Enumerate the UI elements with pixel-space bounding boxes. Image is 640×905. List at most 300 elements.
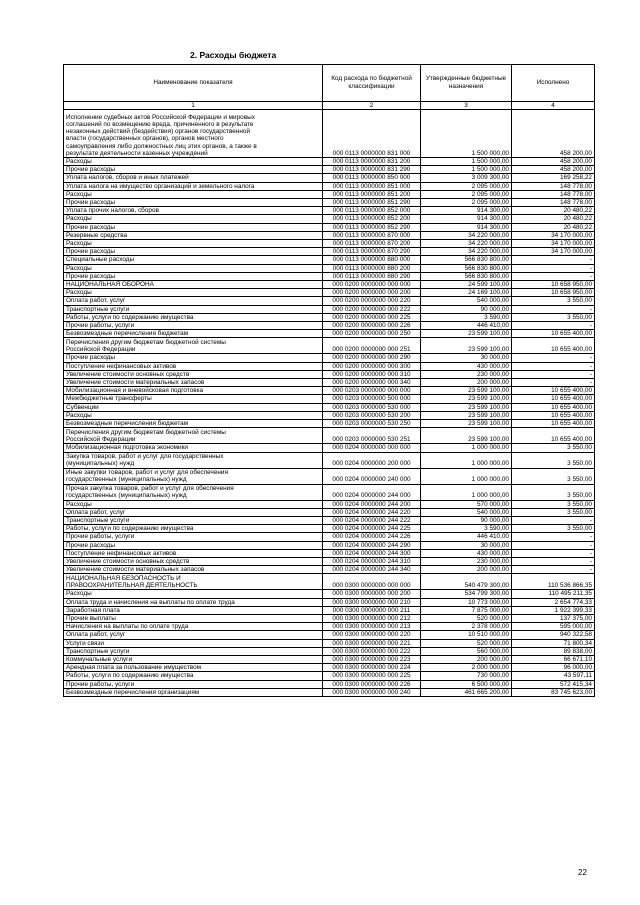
name-cell: Расходы	[64, 500, 323, 508]
name-cell: Расходы	[64, 190, 323, 198]
name-cell: Резервные средства	[64, 231, 323, 239]
table-row	[64, 313, 595, 321]
code-cell: 000 0203 0000000 500 000	[323, 395, 421, 403]
name-cell: Субвенции	[64, 403, 323, 411]
executed-cell: 43 597,11	[512, 672, 595, 680]
approved-cell: 560 000,00	[421, 647, 512, 655]
executed-cell: 3 550,00	[512, 468, 595, 484]
name-cell: Увеличение стоимости основных средств	[64, 557, 323, 565]
approved-cell: 2 095 000,00	[421, 190, 512, 198]
executed-cell: 148 778,00	[512, 182, 595, 190]
table-row	[64, 289, 595, 297]
code-cell: 000 0204 0000000 244 290	[323, 541, 421, 549]
code-cell: 000 0113 0000000 851 290	[323, 199, 421, 207]
approved-cell: 3 590,00	[421, 313, 512, 321]
code-cell: 000 0204 0000000 240 000	[323, 468, 421, 484]
executed-cell: 110 536 866,35	[512, 574, 595, 590]
code-cell: 000 0300 0000000 000 223	[323, 655, 421, 663]
code-cell: 000 0204 0000000 244 220	[323, 508, 421, 516]
executed-cell: -	[512, 549, 595, 557]
name-cell: Прочие расходы	[64, 541, 323, 549]
code-cell: 000 0113 0000000 880 000	[323, 256, 421, 264]
code-cell: 000 0203 0000000 530 250	[323, 420, 421, 428]
approved-cell: 1 000 000,00	[421, 452, 512, 468]
header-executed: Исполнено	[512, 65, 595, 102]
name-cell: Закупка товаров, работ и услуг для государственных (муниципальных) нужд	[64, 452, 323, 468]
header-code: Код расхода по бюджетной классификации	[323, 65, 421, 102]
table-row	[64, 411, 595, 419]
approved-cell: 23 599 100,00	[421, 338, 512, 354]
table-row	[64, 672, 595, 680]
approved-cell: 10 773 000,00	[421, 598, 512, 606]
table-row	[64, 516, 595, 524]
name-cell: НАЦИОНАЛЬНАЯ ОБОРОНА	[64, 281, 323, 289]
executed-cell: 3 550,00	[512, 313, 595, 321]
header-name: Наименование показателя	[64, 65, 323, 102]
approved-cell: 10 510 000,00	[421, 631, 512, 639]
executed-cell: 137 375,00	[512, 614, 595, 622]
executed-cell: 20 480,22	[512, 215, 595, 223]
table-row	[64, 444, 595, 452]
approved-cell: 566 830 800,00	[421, 256, 512, 264]
executed-cell: -	[512, 272, 595, 280]
executed-cell: -	[512, 354, 595, 362]
table-row	[64, 322, 595, 330]
approved-cell: 540 000,00	[421, 508, 512, 516]
executed-cell: 3 550,00	[512, 500, 595, 508]
table-row	[64, 370, 595, 378]
name-cell: Прочие расходы	[64, 354, 323, 362]
name-cell: Мобилизационная подготовка экономики	[64, 444, 323, 452]
table-row	[64, 223, 595, 231]
header-approved: Утвержденные бюджетные назначения	[421, 65, 512, 102]
executed-cell: 3 550,00	[512, 452, 595, 468]
code-cell: 000 0203 0000000 530 000	[323, 403, 421, 411]
approved-cell: 200 000,00	[421, 655, 512, 663]
executed-cell: 83 745 623,00	[512, 688, 595, 696]
approved-cell: 23 599 100,00	[421, 403, 512, 411]
table-row	[64, 664, 595, 672]
name-cell: Расходы	[64, 264, 323, 272]
name-cell: Иные закупки товаров, работ и услуг для обеспечения государственных (муниципальных) нужд	[64, 468, 323, 484]
table-row	[64, 379, 595, 387]
name-cell: НАЦИОНАЛЬНАЯ БЕЗОПАСНОСТЬ И ПРАВООХРАНИТЕЛЬНАЯ ДЕЯТЕЛЬНОСТЬ	[64, 574, 323, 590]
approved-cell: 23 599 100,00	[421, 411, 512, 419]
table-row	[64, 598, 595, 606]
column-number-row	[64, 102, 595, 110]
executed-cell: 10 658 950,00	[512, 289, 595, 297]
table-body	[64, 110, 595, 697]
name-cell: Поступление нефинансовых активов	[64, 549, 323, 557]
column-number: 1	[64, 102, 323, 110]
executed-cell: 10 655 400,00	[512, 330, 595, 338]
executed-cell: -	[512, 322, 595, 330]
table-row	[64, 557, 595, 565]
name-cell: Транспортные услуги	[64, 516, 323, 524]
name-cell: Мобилизационная и вневойсковая подготовка	[64, 387, 323, 395]
table-row	[64, 533, 595, 541]
executed-cell: 20 480,22	[512, 223, 595, 231]
executed-cell: 3 550,00	[512, 525, 595, 533]
code-cell: 000 0300 0000000 000 226	[323, 680, 421, 688]
executed-cell: 3 550,00	[512, 484, 595, 500]
approved-cell: 34 220 000,00	[421, 240, 512, 248]
code-cell: 000 0200 0000000 000 251	[323, 338, 421, 354]
table-row	[64, 647, 595, 655]
name-cell: Безвозмездные перечисления организациям	[64, 688, 323, 696]
code-cell: 000 0300 0000000 000 222	[323, 647, 421, 655]
executed-cell: -	[512, 379, 595, 387]
name-cell: Безвозмездные перечисления бюджетам	[64, 420, 323, 428]
name-cell: Начисления на выплаты по оплате труда	[64, 623, 323, 631]
executed-cell: -	[512, 256, 595, 264]
approved-cell: 446 410,00	[421, 533, 512, 541]
executed-cell: -	[512, 264, 595, 272]
approved-cell: 914 300,00	[421, 215, 512, 223]
name-cell: Расходы	[64, 215, 323, 223]
executed-cell: 10 655 400,00	[512, 387, 595, 395]
name-cell: Расходы	[64, 590, 323, 598]
code-cell: 000 0300 0000000 000 210	[323, 598, 421, 606]
executed-cell: 572 415,34	[512, 680, 595, 688]
table-row	[64, 639, 595, 647]
executed-cell: 66 671,10	[512, 655, 595, 663]
approved-cell: 1 000 000,00	[421, 484, 512, 500]
name-cell: Прочая закупка товаров, работ и услуг для обеспечения государственных (муниципальных) нужд	[64, 484, 323, 500]
name-cell: Увеличение стоимости материальных запасов	[64, 379, 323, 387]
code-cell: 000 0200 0000000 000 225	[323, 313, 421, 321]
code-cell: 000 0300 0000000 000 213	[323, 623, 421, 631]
code-cell: 000 0113 0000000 831 000	[323, 110, 421, 158]
code-cell: 000 0113 0000000 870 200	[323, 240, 421, 248]
executed-cell: 71 800,34	[512, 639, 595, 647]
approved-cell: 540 479 300,00	[421, 574, 512, 590]
table-row	[64, 338, 595, 354]
approved-cell: 90 000,00	[421, 305, 512, 313]
approved-cell: 90 000,00	[421, 516, 512, 524]
table-row	[64, 110, 595, 158]
table-row	[64, 248, 595, 256]
approved-cell: 1 500 000,00	[421, 110, 512, 158]
code-cell: 000 0300 0000000 000 221	[323, 639, 421, 647]
table-row	[64, 574, 595, 590]
code-cell: 000 0113 0000000 880 290	[323, 272, 421, 280]
code-cell: 000 0113 0000000 852 200	[323, 215, 421, 223]
executed-cell: -	[512, 370, 595, 378]
approved-cell: 23 599 100,00	[421, 330, 512, 338]
approved-cell: 430 000,00	[421, 362, 512, 370]
table-row	[64, 631, 595, 639]
page-number: 22	[578, 868, 587, 877]
name-cell: Прочие работы, услуги	[64, 680, 323, 688]
name-cell: Прочие расходы	[64, 166, 323, 174]
executed-cell: -	[512, 566, 595, 574]
name-cell: Увеличение стоимости основных средств	[64, 370, 323, 378]
name-cell: Специальные расходы	[64, 256, 323, 264]
table-row	[64, 272, 595, 280]
executed-cell: -	[512, 557, 595, 565]
code-cell: 000 0203 0000000 000 000	[323, 387, 421, 395]
executed-cell: 3 550,00	[512, 297, 595, 305]
code-cell: 000 0300 0000000 000 200	[323, 590, 421, 598]
name-cell: Исполнение судебных актов Российской Федерации и мировых соглашений по возмещению вреда, причиненного в результате незаконных действий (бездействия) органов государственной власти (государственных органов), органов местного самоуправления либо должностных лиц этих органов, а также в результате деятельности казенных учреждений	[64, 110, 323, 158]
executed-cell: 458 200,00	[512, 166, 595, 174]
name-cell: Прочие работы, услуги	[64, 322, 323, 330]
name-cell: Оплата работ, услуг	[64, 508, 323, 516]
name-cell: Перечисления другим бюджетам бюджетной системы Российской Федерации	[64, 428, 323, 444]
name-cell: Оплата труда и начисления на выплаты по оплате труда	[64, 598, 323, 606]
table-row	[64, 215, 595, 223]
executed-cell: 34 170 000,00	[512, 248, 595, 256]
approved-cell: 23 599 100,00	[421, 395, 512, 403]
code-cell: 000 0300 0000000 000 225	[323, 672, 421, 680]
name-cell: Перечисления другим бюджетам бюджетной системы Российской Федерации	[64, 338, 323, 354]
name-cell: Расходы	[64, 240, 323, 248]
code-cell: 000 0204 0000000 244 225	[323, 525, 421, 533]
name-cell: Увеличение стоимости материальных запасов	[64, 566, 323, 574]
column-number: 3	[421, 102, 512, 110]
table-row	[64, 182, 595, 190]
table-header-row	[64, 65, 595, 102]
executed-cell: 96 000,00	[512, 664, 595, 672]
executed-cell: -	[512, 362, 595, 370]
approved-cell: 566 830 800,00	[421, 264, 512, 272]
executed-cell: 595 000,00	[512, 623, 595, 631]
name-cell: Транспортные услуги	[64, 305, 323, 313]
expenses-table	[63, 64, 595, 697]
table-row	[64, 354, 595, 362]
code-cell: 000 0300 0000000 000 212	[323, 614, 421, 622]
table-row	[64, 468, 595, 484]
approved-cell: 1 000 000,00	[421, 444, 512, 452]
table-row	[64, 166, 595, 174]
name-cell: Работы, услуги по содержанию имущества	[64, 525, 323, 533]
approved-cell: 30 000,00	[421, 541, 512, 549]
name-cell: Работы, услуги по содержанию имущества	[64, 313, 323, 321]
table-row	[64, 395, 595, 403]
table-row	[64, 281, 595, 289]
approved-cell: 914 300,00	[421, 223, 512, 231]
name-cell: Оплата работ, услуг	[64, 631, 323, 639]
name-cell: Прочие выплаты	[64, 614, 323, 622]
code-cell: 000 0113 0000000 852 290	[323, 223, 421, 231]
table-row	[64, 549, 595, 557]
table-row	[64, 305, 595, 313]
approved-cell: 2 095 000,00	[421, 182, 512, 190]
code-cell: 000 0200 0000000 000 226	[323, 322, 421, 330]
approved-cell: 914 300,00	[421, 207, 512, 215]
name-cell: Коммунальные услуги	[64, 655, 323, 663]
name-cell: Прочие работы, услуги	[64, 533, 323, 541]
table-row	[64, 420, 595, 428]
name-cell: Оплата работ, услуг	[64, 297, 323, 305]
code-cell: 000 0204 0000000 244 300	[323, 549, 421, 557]
approved-cell: 34 220 000,00	[421, 231, 512, 239]
approved-cell: 730 000,00	[421, 672, 512, 680]
executed-cell: 458 200,00	[512, 158, 595, 166]
approved-cell: 430 000,00	[421, 549, 512, 557]
name-cell: Уплата налога на имущество организаций и земельного налога	[64, 182, 323, 190]
column-number: 2	[323, 102, 421, 110]
approved-cell: 30 000,00	[421, 354, 512, 362]
executed-cell: 10 655 400,00	[512, 411, 595, 419]
name-cell: Прочие расходы	[64, 272, 323, 280]
executed-cell: 3 550,00	[512, 508, 595, 516]
executed-cell: 10 655 400,00	[512, 428, 595, 444]
table-row	[64, 158, 595, 166]
page-title: 2. Расходы бюджета	[190, 50, 277, 60]
table-row	[64, 387, 595, 395]
code-cell: 000 0300 0000000 000 220	[323, 631, 421, 639]
executed-cell: 89 838,00	[512, 647, 595, 655]
code-cell: 000 0204 0000000 244 226	[323, 533, 421, 541]
executed-cell: -	[512, 533, 595, 541]
table-row	[64, 231, 595, 239]
table-row	[64, 606, 595, 614]
code-cell: 000 0113 0000000 831 290	[323, 166, 421, 174]
executed-cell: 10 655 400,00	[512, 338, 595, 354]
approved-cell: 570 000,00	[421, 500, 512, 508]
code-cell: 000 0300 0000000 000 240	[323, 688, 421, 696]
code-cell: 000 0113 0000000 880 200	[323, 264, 421, 272]
approved-cell: 520 000,00	[421, 614, 512, 622]
name-cell: Прочие расходы	[64, 223, 323, 231]
approved-cell: 446 410,00	[421, 322, 512, 330]
approved-cell: 520 000,00	[421, 639, 512, 647]
code-cell: 000 0204 0000000 244 200	[323, 500, 421, 508]
table-row	[64, 199, 595, 207]
table-row	[64, 541, 595, 549]
executed-cell: 10 655 400,00	[512, 395, 595, 403]
table-row	[64, 655, 595, 663]
name-cell: Уплата налогов, сборов и иных платежей	[64, 174, 323, 182]
code-cell: 000 0203 0000000 530 251	[323, 428, 421, 444]
executed-cell: -	[512, 305, 595, 313]
approved-cell: 34 220 000,00	[421, 248, 512, 256]
code-cell: 000 0113 0000000 852 000	[323, 207, 421, 215]
approved-cell: 200 000,00	[421, 566, 512, 574]
approved-cell: 230 000,00	[421, 557, 512, 565]
code-cell: 000 0113 0000000 831 200	[323, 158, 421, 166]
code-cell: 000 0200 0000000 000 340	[323, 379, 421, 387]
table-row	[64, 623, 595, 631]
table-row	[64, 207, 595, 215]
table-row	[64, 330, 595, 338]
approved-cell: 23 599 100,00	[421, 387, 512, 395]
approved-cell: 3 009 300,00	[421, 174, 512, 182]
table-row	[64, 680, 595, 688]
name-cell: Уплата прочих налогов, сборов	[64, 207, 323, 215]
executed-cell: 458 200,00	[512, 110, 595, 158]
code-cell: 000 0200 0000000 000 310	[323, 370, 421, 378]
executed-cell: 34 170 000,00	[512, 231, 595, 239]
executed-cell: 148 778,00	[512, 190, 595, 198]
approved-cell: 200 000,00	[421, 379, 512, 387]
name-cell: Транспортные услуги	[64, 647, 323, 655]
name-cell: Прочие расходы	[64, 199, 323, 207]
approved-cell: 461 665 200,00	[421, 688, 512, 696]
name-cell: Услуги связи	[64, 639, 323, 647]
table-row	[64, 256, 595, 264]
approved-cell: 3 590,00	[421, 525, 512, 533]
table-row	[64, 174, 595, 182]
table-row	[64, 190, 595, 198]
code-cell: 000 0204 0000000 244 310	[323, 557, 421, 565]
table-row	[64, 240, 595, 248]
approved-cell: 1 500 000,00	[421, 158, 512, 166]
approved-cell: 24 599 100,00	[421, 281, 512, 289]
name-cell: Работы, услуги по содержанию имущества	[64, 672, 323, 680]
approved-cell: 23 599 100,00	[421, 420, 512, 428]
code-cell: 000 0200 0000000 000 200	[323, 289, 421, 297]
table-row	[64, 297, 595, 305]
table-row	[64, 264, 595, 272]
code-cell: 000 0204 0000000 200 000	[323, 452, 421, 468]
code-cell: 000 0200 0000000 000 250	[323, 330, 421, 338]
table-row	[64, 403, 595, 411]
table-row	[64, 688, 595, 696]
code-cell: 000 0300 0000000 000 224	[323, 664, 421, 672]
table-row	[64, 428, 595, 444]
executed-cell: 3 550,00	[512, 444, 595, 452]
name-cell: Поступление нефинансовых активов	[64, 362, 323, 370]
code-cell: 000 0204 0000000 244 222	[323, 516, 421, 524]
code-cell: 000 0113 0000000 850 000	[323, 174, 421, 182]
approved-cell: 230 000,00	[421, 370, 512, 378]
table-row	[64, 508, 595, 516]
code-cell: 000 0113 0000000 851 000	[323, 182, 421, 190]
executed-cell: -	[512, 541, 595, 549]
code-cell: 000 0204 0000000 000 000	[323, 444, 421, 452]
executed-cell: 110 495 211,35	[512, 590, 595, 598]
code-cell: 000 0204 0000000 244 000	[323, 484, 421, 500]
approved-cell: 2 378 000,00	[421, 623, 512, 631]
code-cell: 000 0300 0000000 000 000	[323, 574, 421, 590]
executed-cell: 940 322,58	[512, 631, 595, 639]
code-cell: 000 0113 0000000 851 200	[323, 190, 421, 198]
name-cell: Заработная плата	[64, 606, 323, 614]
executed-cell: 20 480,22	[512, 207, 595, 215]
code-cell: 000 0200 0000000 000 220	[323, 297, 421, 305]
executed-cell: 34 170 000,00	[512, 240, 595, 248]
table-row	[64, 452, 595, 468]
table-row	[64, 500, 595, 508]
executed-cell: 2 654 774,33	[512, 598, 595, 606]
executed-cell: -	[512, 516, 595, 524]
code-cell: 000 0200 0000000 000 300	[323, 362, 421, 370]
approved-cell: 534 799 300,00	[421, 590, 512, 598]
code-cell: 000 0200 0000000 000 290	[323, 354, 421, 362]
name-cell: Прочие расходы	[64, 248, 323, 256]
approved-cell: 7 875 000,00	[421, 606, 512, 614]
table-row	[64, 590, 595, 598]
approved-cell: 566 830 800,00	[421, 272, 512, 280]
executed-cell: 148 778,00	[512, 199, 595, 207]
approved-cell: 24 169 100,00	[421, 289, 512, 297]
approved-cell: 2 000 000,00	[421, 664, 512, 672]
name-cell: Арендная плата за пользование имуществом	[64, 664, 323, 672]
table-row	[64, 566, 595, 574]
table-row	[64, 525, 595, 533]
code-cell: 000 0300 0000000 000 211	[323, 606, 421, 614]
code-cell: 000 0113 0000000 870 290	[323, 248, 421, 256]
name-cell: Межбюджетные трансферты	[64, 395, 323, 403]
code-cell: 000 0204 0000000 244 340	[323, 566, 421, 574]
executed-cell: 10 658 950,00	[512, 281, 595, 289]
name-cell: Расходы	[64, 411, 323, 419]
column-number: 4	[512, 102, 595, 110]
executed-cell: 10 655 400,00	[512, 403, 595, 411]
